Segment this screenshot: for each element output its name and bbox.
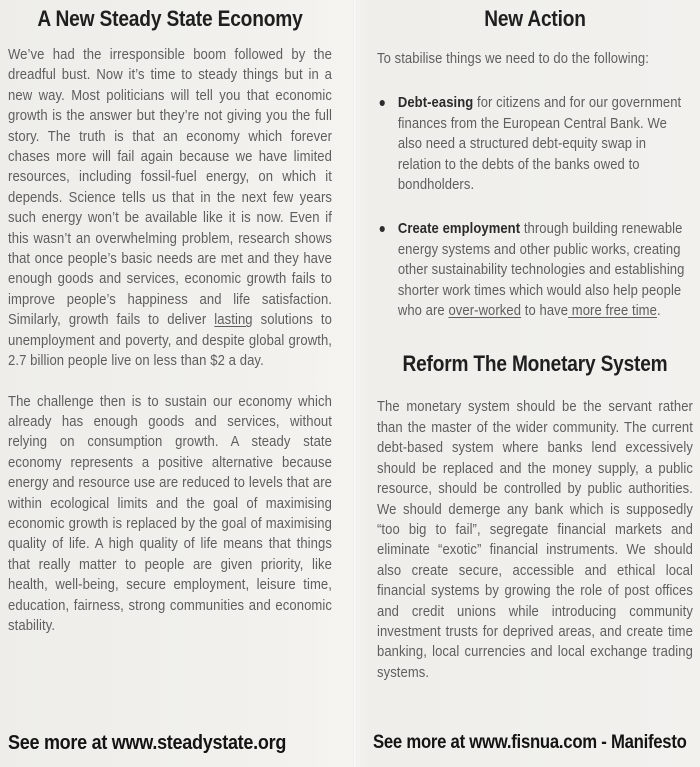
bullet-item-debt-easing [377,93,693,195]
paragraph-text: solutions to unemployment and poverty, and despite global growth, 2.7 billion people live on less than $2 a day. [8,311,333,370]
right-panel-title: New Action [484,6,586,31]
left-panel [8,6,380,636]
action-bullet-list [377,93,693,321]
left-paragraph-2: The challenge then is to sustain our economy which already has enough goods and services, without relying on consumption growth. A steady state economy represents a positive alternative because energy and resource use are reduced to levels that are within ecological limits and the goal of maximising economic growth is replaced by the goal of maximising quality of life. A high quality of life means that things that really matter to people are given priority, like health, well-being, secure employment, leisure time, education, fairness, strong communities and economic stability. [8,392,333,634]
underlined-word-lasting: lasting [214,311,253,329]
left-paragraph-1 [8,45,332,372]
right-footer-url: See more at www.fisnua.com - Manifesto [373,732,687,753]
left-panel-content [8,6,332,636]
right-panel-content [377,6,693,683]
paragraph-text: We’ve had the irresponsible boom followed by the dreadful bust. Now it’s time to steady things but in a new way. Most politicians will tell you that economic growth is the answer but they’re not giving you the full story. The truth is that an economy which forever chases more will fail again because we have limited resources, including fossil-fuel energy, on which it depends. Science tells us that in the next few years such energy won’t be available like it is now. Even if this wasn’t an overwhelming problem, research shows that once people’s basic needs are met and they have enough goods and services, economic growth fails to improve people’s happiness and life satisfaction. Similarly, growth fails to deliver [8,46,333,329]
left-footer-url: See more at www.steadystate.org [8,732,287,754]
bullet-text [398,94,681,193]
bullet-lead-bold: Debt-easing [397,94,474,112]
monetary-section-title: Reform The Monetary System [402,351,668,377]
bullet-item-create-employment [377,219,693,321]
underlined-phrase-more-free-time: more free time [568,302,657,320]
underlined-phrase-overworked: over-worked [448,302,522,320]
paragraph-text: . [656,302,661,320]
bullet-text [398,220,685,319]
monetary-paragraph: The monetary system should be the servant rather than the master of the wider community. The current debt-based system where banks lend excessively should be replaced and the money supply, a public resource, should be controlled by public authorities. We should demerge any bank which is supposedly “too big to fail”, segregate financial markets and eliminate “exotic” financial instruments. We should also create secure, accessible and ethical local financial systems by growing the role of post offices and credit unions while introducing community investment trusts for deprived areas, and create time banking, local currencies and local exchange trading systems. [377,398,693,681]
paragraph-text: for citizens and for our government finances from the European Central Bank. We also need a structured debt-equity swap in relation to the debts of the banks owed to bondholders. [397,94,682,194]
paragraph-text: to have [521,302,569,320]
bullet-icon [380,100,385,106]
bullet-icon [380,226,385,232]
left-panel-title: A New Steady State Economy [37,6,303,31]
intro-line: To stabilise things we need to do the following: [377,50,649,67]
bullet-lead-bold: Create employment [397,220,521,238]
paragraph-text: through building renewable energy systems and other public works, creating other sustainability technologies and establishing shorter work times which would also help people who are [397,220,685,320]
right-panel [377,6,700,683]
